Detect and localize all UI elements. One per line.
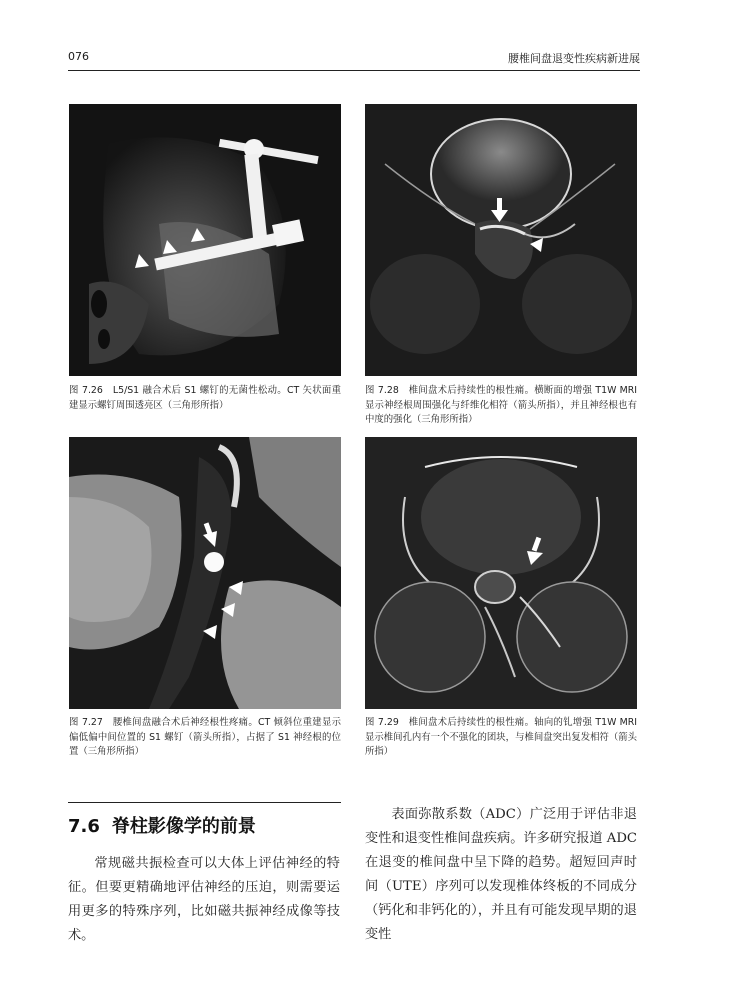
figure-7-26-caption: 图 7.26 L5/S1 融合术后 S1 螺钉的无菌性松动。CT 矢状面重建显示螺钉周围透亮区（三角形所指） (69, 385, 341, 411)
body-paragraph-right: 表面弥散系数（ADC）广泛用于评估非退变性和退变性椎间盘疾病。许多研究报道 ADC 在退变的椎间盘中呈下降的趋势。超短回声时间（UTE）序列可以发现椎体终板的不同成分（钙化和非钙化的），并且有可能发现早期的退变性 (365, 807, 637, 942)
section-heading (68, 812, 341, 838)
figure-7-27-ct-image (69, 437, 341, 709)
running-title: 腰椎间盘退变性疾病新进展 (508, 52, 640, 65)
figure-7-28-mri-image (365, 104, 637, 376)
figure-7-29-mri-illustration (365, 437, 637, 709)
figure-7-27-ct-illustration (69, 437, 341, 709)
figure-7-27-caption: 图 7.27 腰椎间盘融合术后神经根性疼痛。CT 倾斜位重建显示偏低偏中间位置的 S1 螺钉（箭头所指），占据了 S1 神经根的位置（三角形所指） (69, 717, 341, 757)
figure-7-28-mri-illustration (365, 104, 637, 376)
figure-7-28-caption: 图 7.28 椎间盘术后持续性的根性痛。横断面的增强 T1W MRI 显示神经根周围强化与纤维化相符（箭头所指），并且神经根也有中度的强化（三角形所指） (365, 385, 637, 425)
body-paragraph-left: 常规磁共振检查可以大体上评估神经的特征。但要更精确地评估神经的压迫，则需要运用更多的特殊序列，比如磁共振神经成像等技术。 (68, 856, 340, 943)
figure-7-26-ct-illustration (69, 104, 341, 376)
page-header (68, 44, 640, 71)
figure-7-29-mri-image (365, 437, 637, 709)
figure-7-29-caption: 图 7.29 椎间盘术后持续性的根性痛。轴向的钆增强 T1W MRI 显示椎间孔内有一个不强化的团块，与椎间盘突出复发相符（箭头所指） (365, 717, 637, 757)
section-title: 脊柱影像学的前景 (111, 816, 256, 837)
figure-7-26-ct-image (69, 104, 341, 376)
section-number: 7.6 (68, 816, 100, 837)
section-rule (68, 802, 341, 803)
page-number: 076 (68, 50, 89, 63)
